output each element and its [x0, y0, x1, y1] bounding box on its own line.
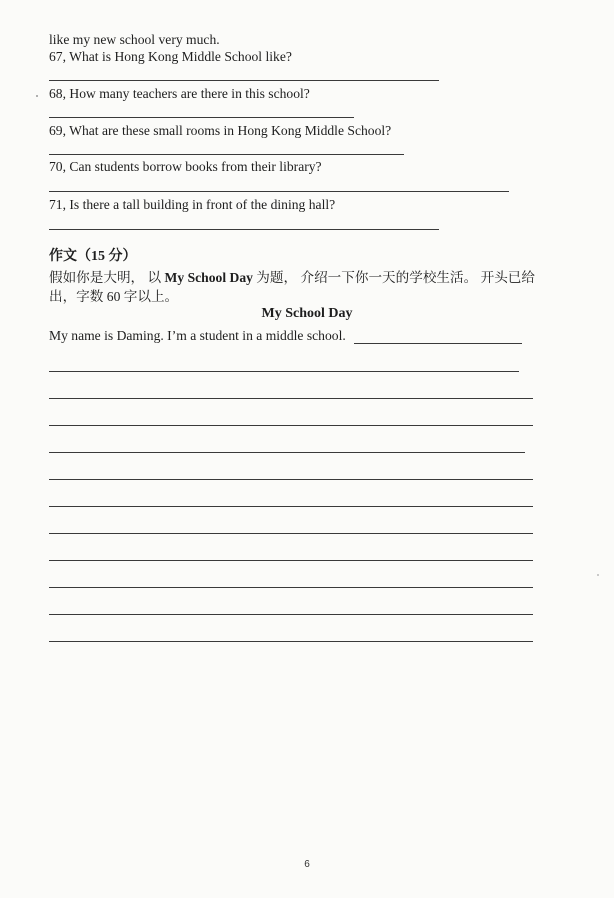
answer-line-69[interactable]	[49, 154, 404, 155]
question-69: 69, What are these small rooms in Hong Kong Middle School?	[49, 123, 392, 138]
page-number: 6	[304, 859, 310, 870]
essay-writing-line[interactable]	[49, 371, 519, 372]
essay-writing-line[interactable]	[49, 506, 533, 507]
answer-line-67[interactable]	[49, 80, 439, 81]
essay-first-line-blank[interactable]	[354, 343, 522, 344]
question-68: 68, How many teachers are there in this school?	[49, 86, 310, 101]
essay-writing-line[interactable]	[49, 398, 533, 399]
essay-writing-line[interactable]	[49, 614, 533, 615]
scan-speck	[36, 95, 38, 97]
answer-line-71[interactable]	[49, 229, 439, 230]
essay-writing-line[interactable]	[49, 425, 533, 426]
continuation-text: like my new school very much.	[49, 32, 220, 47]
instruction-part2: 为题， 介绍一下你一天的学校生活。 开头已给出，字数 60 字以上。	[49, 270, 535, 304]
essay-opening-sentence: My name is Daming. I’m a student in a middle school.	[49, 328, 346, 343]
question-67: 67, What is Hong Kong Middle School like?	[49, 49, 292, 64]
instruction-bold-title: My School Day	[164, 270, 253, 285]
answer-line-68[interactable]	[49, 117, 354, 118]
essay-writing-line[interactable]	[49, 587, 533, 588]
essay-writing-line[interactable]	[49, 533, 533, 534]
essay-writing-line[interactable]	[49, 641, 533, 642]
question-70: 70, Can students borrow books from their library?	[49, 159, 322, 174]
essay-writing-line[interactable]	[49, 560, 533, 561]
essay-heading: 作文（15 分）	[49, 249, 137, 264]
answer-line-70[interactable]	[49, 191, 509, 192]
essay-title: My School Day	[261, 306, 353, 321]
instruction-part1: 假如你是大明， 以	[49, 270, 165, 285]
scan-speck	[597, 574, 599, 576]
essay-writing-line[interactable]	[49, 479, 533, 480]
question-71: 71, Is there a tall building in front of the dining hall?	[49, 197, 336, 212]
essay-writing-line[interactable]	[49, 452, 525, 453]
essay-instructions	[49, 268, 549, 306]
